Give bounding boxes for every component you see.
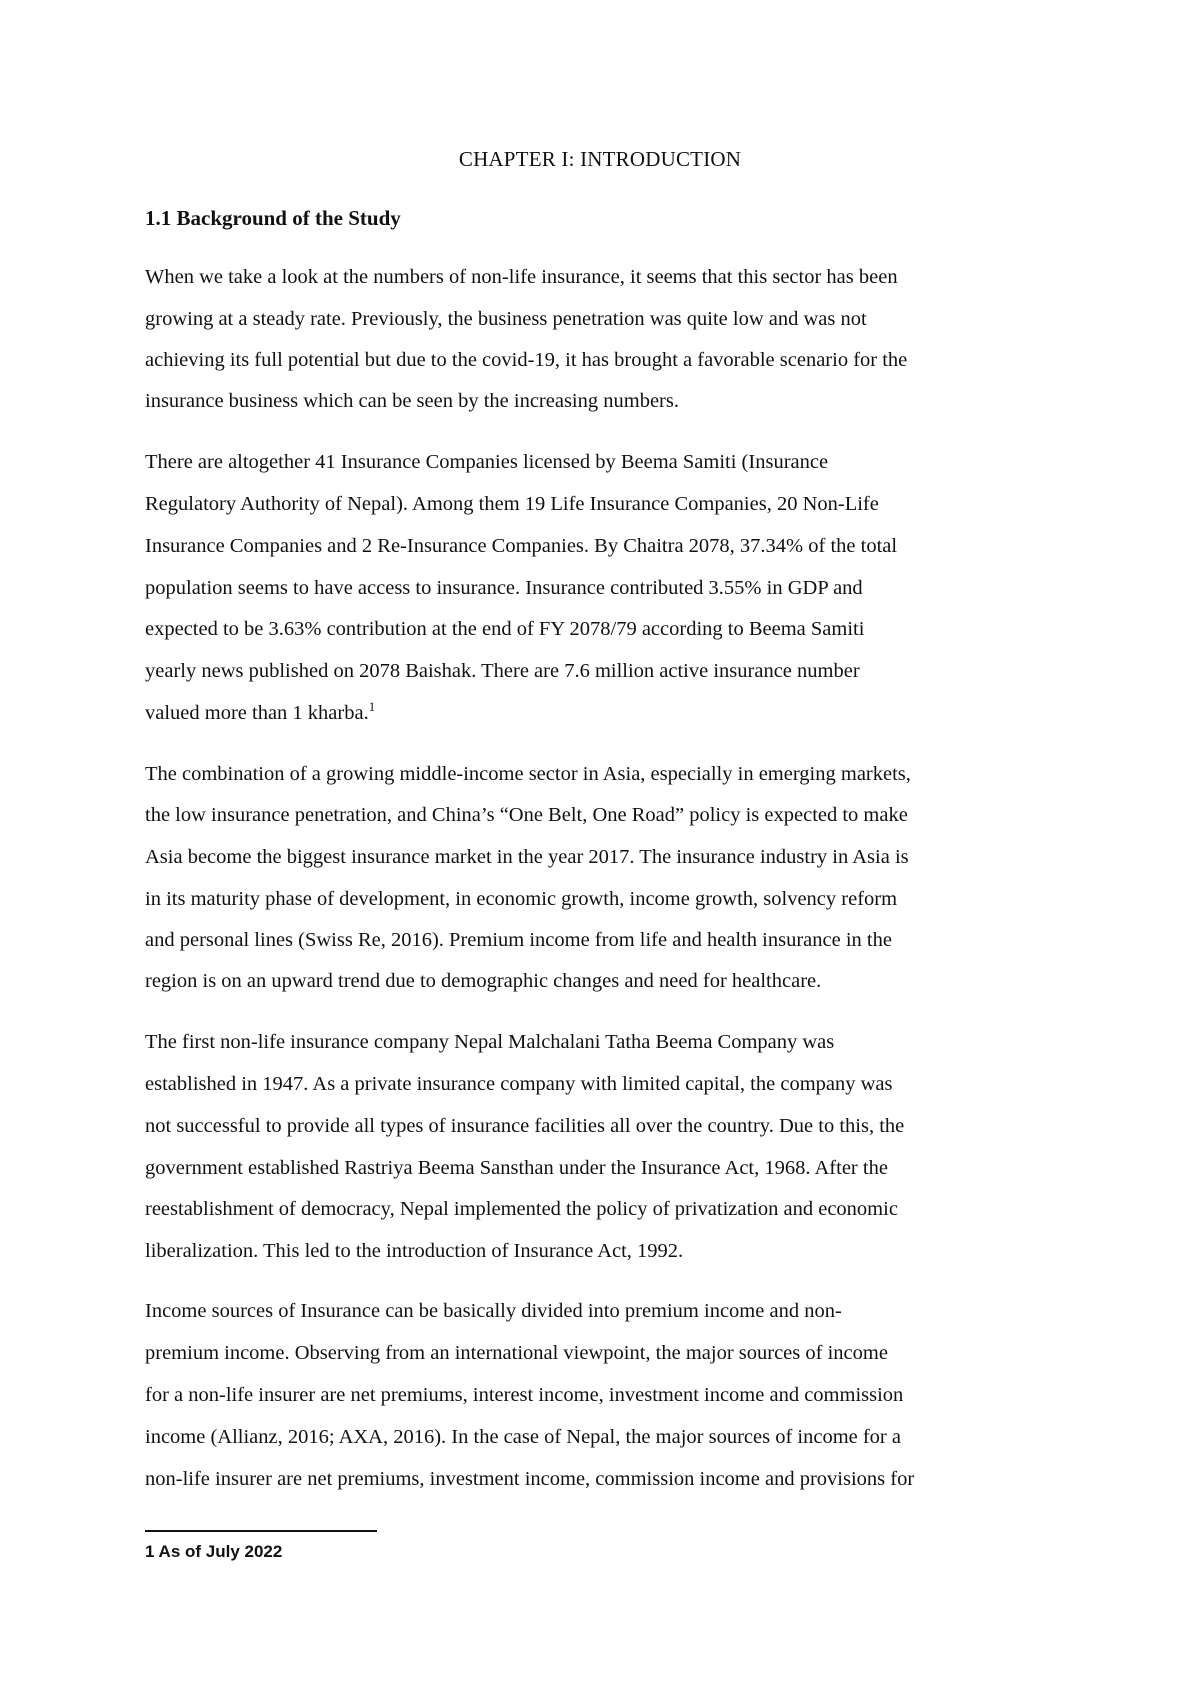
- paragraph-line: premium income. Observing from an international viewpoint, the major sources of income: [145, 1342, 888, 1364]
- paragraph-line: Regulatory Authority of Nepal). Among them 19 Life Insurance Companies, 20 Non-Life: [145, 493, 879, 515]
- paragraph-line: [145, 699, 375, 727]
- paragraph-line: in its maturity phase of development, in economic growth, income growth, solvency reform: [145, 888, 898, 910]
- paragraph-line: Insurance Companies and 2 Re-Insurance Companies. By Chaitra 2078, 37.34% of the total: [145, 535, 898, 557]
- paragraph-line: yearly news published on 2078 Baishak. There are 7.6 million active insurance number: [145, 660, 860, 682]
- section-heading: 1.1 Background of the Study: [145, 206, 401, 230]
- paragraph-line: and personal lines (Swiss Re, 2016). Premium income from life and health insurance in the: [145, 929, 892, 951]
- paragraph-line: region is on an upward trend due to demographic changes and need for healthcare.: [145, 970, 822, 992]
- footnote-marker: 1: [368, 699, 376, 715]
- paragraph-line: government established Rastriya Beema Sansthan under the Insurance Act, 1968. After the: [145, 1157, 888, 1179]
- paragraph-line: for a non-life insurer are net premiums, interest income, investment income and commission: [145, 1384, 904, 1406]
- chapter-title: CHAPTER I: INTRODUCTION: [458, 147, 742, 171]
- footnote-separator: [145, 1530, 377, 1532]
- paragraph-line: reestablishment of democracy, Nepal implemented the policy of privatization and economic: [145, 1198, 898, 1220]
- paragraph-line: established in 1947. As a private insurance company with limited capital, the company was: [145, 1073, 893, 1095]
- paragraph-line: population seems to have access to insurance. Insurance contributed 3.55% in GDP and: [145, 577, 863, 599]
- paragraph-line: expected to be 3.63% contribution at the end of FY 2078/79 according to Beema Samiti: [145, 618, 865, 640]
- paragraph-line: liberalization. This led to the introduction of Insurance Act, 1992.: [145, 1240, 684, 1262]
- paragraph-line-text: valued more than 1 kharba.: [145, 702, 369, 724]
- paragraph-line: The first non-life insurance company Nepal Malchalani Tatha Beema Company was: [145, 1031, 835, 1053]
- paragraph-line: The combination of a growing middle-income sector in Asia, especially in emerging markets,: [145, 763, 911, 785]
- paragraph-line: growing at a steady rate. Previously, the business penetration was quite low and was not: [145, 308, 867, 330]
- paragraph-line: When we take a look at the numbers of non-life insurance, it seems that this sector has been: [145, 266, 898, 288]
- paragraph-line: insurance business which can be seen by the increasing numbers.: [145, 390, 679, 412]
- paragraph-line: achieving its full potential but due to the covid-19, it has brought a favorable scenario for the: [145, 349, 908, 371]
- footnote: 1 As of July 2022: [145, 1542, 283, 1561]
- paragraph-line: There are altogether 41 Insurance Companies licensed by Beema Samiti (Insurance: [145, 451, 829, 473]
- paragraph-line: Income sources of Insurance can be basically divided into premium income and non-: [145, 1300, 842, 1322]
- paragraph-line: the low insurance penetration, and China’s “One Belt, One Road” policy is expected to make: [145, 804, 908, 826]
- paragraph-line: non-life insurer are net premiums, investment income, commission income and provisions for: [145, 1468, 915, 1490]
- paragraph-line: not successful to provide all types of insurance facilities all over the country. Due to this, the: [145, 1115, 905, 1137]
- paragraph-line: income (Allianz, 2016; AXA, 2016). In the case of Nepal, the major sources of income for a: [145, 1426, 901, 1448]
- paragraph-line: Asia become the biggest insurance market in the year 2017. The insurance industry in Asia is: [145, 846, 909, 868]
